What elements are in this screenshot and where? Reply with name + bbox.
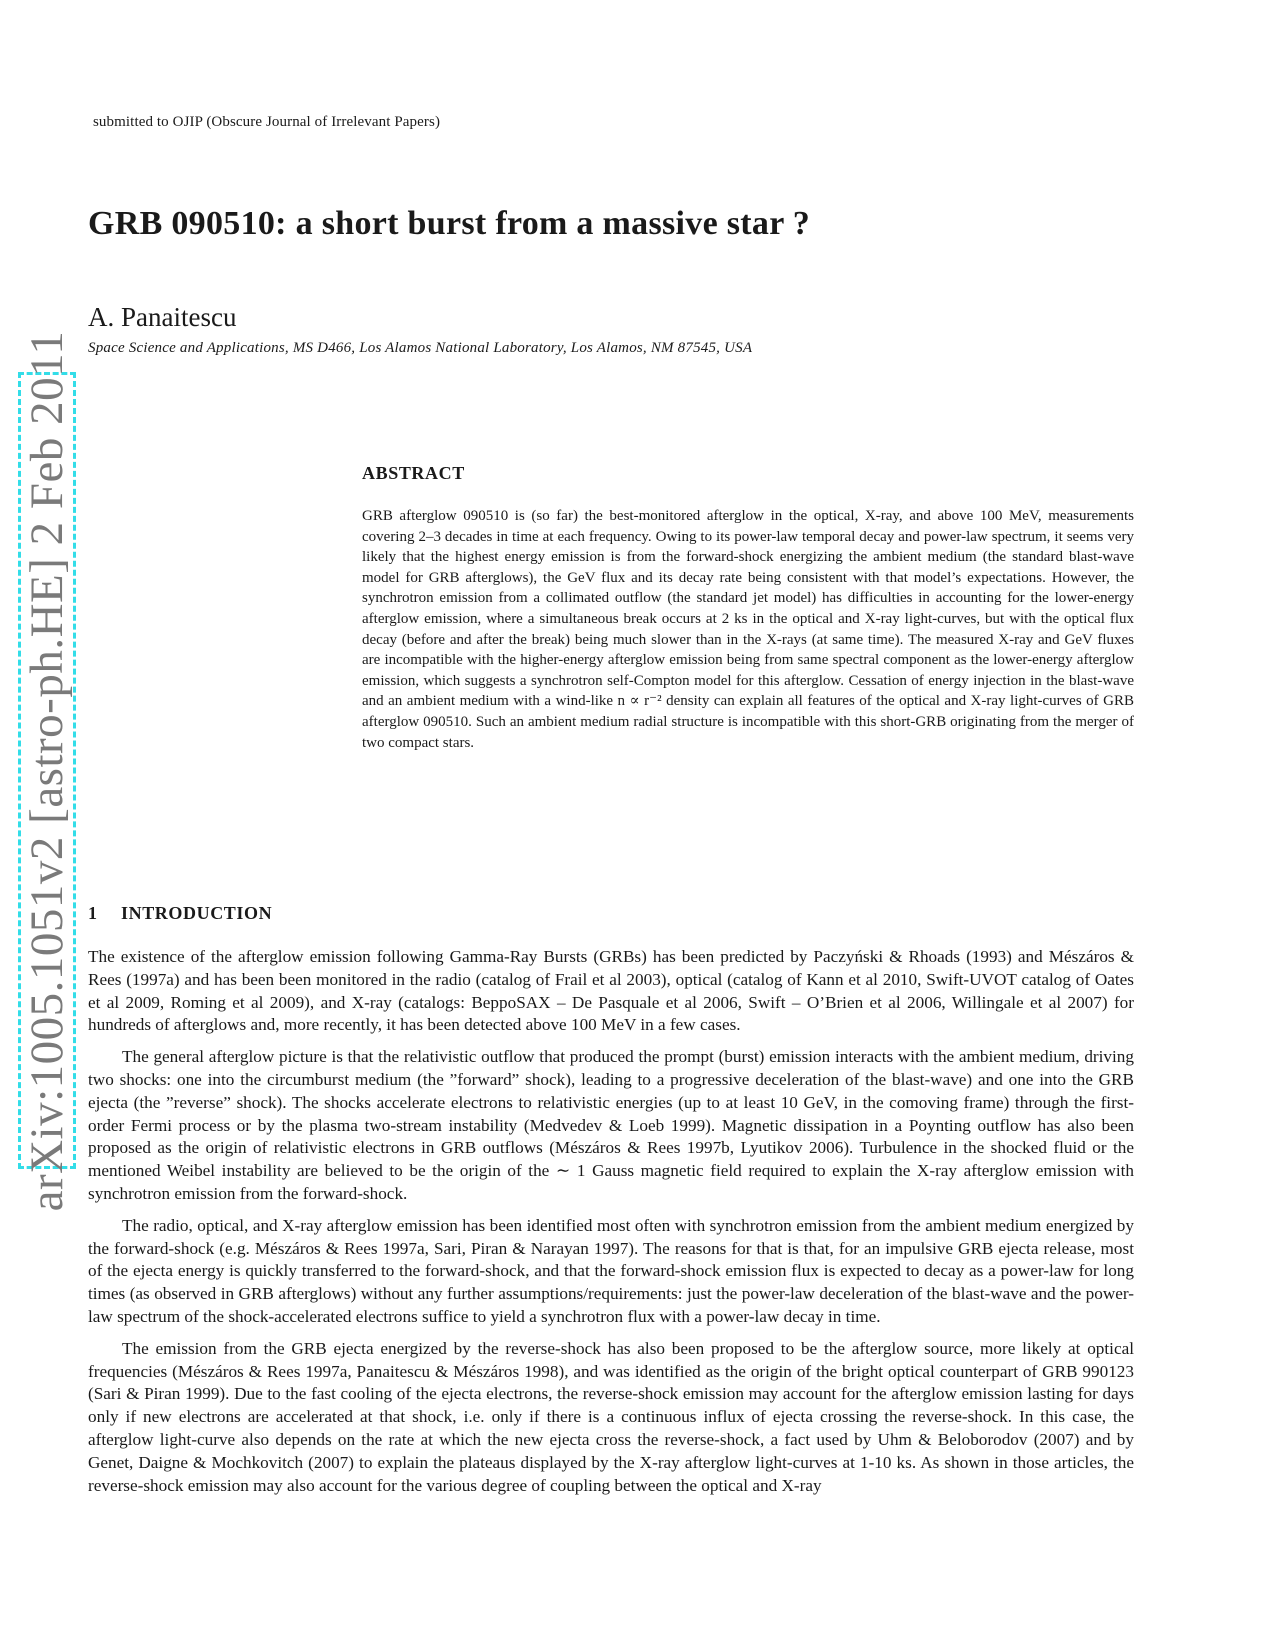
author-name: A. Panaitescu (88, 302, 237, 332)
abstract-text: GRB afterglow 090510 is (so far) the best-monitored afterglow in the optical, X-ray, and above 100 MeV, measurements covering 2–3 decades in time at each frequency. Owing to its power-law temporal decay and power-law spectrum, it seems very likely that the highest energy emission is from the forward-shock energizing the ambient medium (the standard blast-wave model for GRB afterglows), the GeV flux and its decay rate being consistent with that model’s expectations. However, the synchrotron emission from a collimated outflow (the standard jet model) has difficulties in accounting for the lower-energy afterglow emission, where a simultaneous break occurs at 2 ks in the optical and X-ray light-curves, but with the optical flux decay (before and after the break) being much slower than in the X-rays (at same time). The measured X-ray and GeV fluxes are incompatible with the higher-energy afterglow emission being from same spectral component as the lower-energy afterglow emission, which suggests a synchrotron self-Compton model for this afterglow. Cessation of energy injection in the blast-wave and an ambient medium with a wind-like n ∝ r⁻² density can explain all features of the optical and X-ray light-curves of GRB afterglow 090510. Such an ambient medium radial structure is incompatible with this short-GRB originating from the merger of two compact stars. (362, 508, 1134, 751)
abstract-heading: ABSTRACT (362, 463, 465, 483)
section-number: 1 (88, 903, 98, 923)
author-affiliation: Space Science and Applications, MS D466, Los Alamos National Laboratory, Los Alamos, NM 87545, USA (88, 340, 753, 356)
body-paragraph: The general afterglow picture is that the relativistic outflow that produced the prompt (burst) emission interacts with the ambient medium, driving two shocks: one into the circumburst medium (the ”forward” shock), leading to a progressive deceleration of the blast-wave) and one into the GRB ejecta (the ”reverse” shock). The shocks accelerate electrons to relativistic energies (up to at least 10 GeV, in the comoving frame) through the first-order Fermi process or by the plasma two-stream instability (Medvedev & Loeb 1999). Magnetic dissipation in a Poynting outflow has also been proposed as the origin of relativistic electrons in GRB outflows (Mészáros & Rees 1997b, Lyutikov 2006). Turbulence in the shocked fluid or the mentioned Weibel instability are believed to be the origin of the ∼ 1 Gauss magnetic field required to explain the X-ray afterglow emission with synchrotron emission from the forward-shock. (88, 1047, 1134, 1203)
body-paragraph: The radio, optical, and X-ray afterglow emission has been identified most often with synchrotron emission from the ambient medium energized by the forward-shock (e.g. Mészáros & Rees 1997a, Sari, Piran & Narayan 1997). The reasons for that is that, for an impulsive GRB ejecta release, most of the ejecta energy is quickly transferred to the forward-shock, and that the forward-shock emission flux is expected to decay as a power-law for long times (as observed in GRB afterglows) without any further assumptions/requirements: just the power-law deceleration of the blast-wave and the power-law spectrum of the shock-accelerated electrons suffice to yield a synchrotron flux with a power-law decay in time. (88, 1215, 1134, 1326)
submission-note: submitted to OJIP (Obscure Journal of Irrelevant Papers) (93, 114, 441, 130)
paper-title: GRB 090510: a short burst from a massive star ? (88, 205, 811, 242)
arxiv-identifier[interactable]: arXiv:1005.1051v2 [astro-ph.HE] 2 Feb 2011 (21, 330, 73, 1212)
section-heading (88, 903, 272, 924)
body-paragraph: The emission from the GRB ejecta energized by the reverse-shock has also been proposed to be the afterglow source, more likely at optical frequencies (Mészáros & Rees 1997a, Panaitescu & Mészáros 1998), and was identified as the origin of the bright optical counterpart of GRB 990123 (Sari & Piran 1999). Due to the fast cooling of the ejecta electrons, the reverse-shock emission may account for the afterglow emission lasting for days only if new electrons are accelerated at that shock, i.e. only if there is a continuous influx of ejecta crossing the reverse-shock. In this case, the afterglow light-curve also depends on the rate at which the new ejecta cross the reverse-shock, a fact used by Uhm & Beloborodov (2007) and by Genet, Daigne & Mochkovitch (2007) to explain the plateaus displayed by the X-ray afterglow light-curves at 1-10 ks. As shown in those articles, the reverse-shock emission may also account for the various degree of coupling between the optical and X-ray (88, 1338, 1134, 1495)
body-paragraph: The existence of the afterglow emission following Gamma-Ray Bursts (GRBs) has been predicted by Paczyński & Rhoads (1993) and Mészáros & Rees (1997a) and has been been monitored in the radio (catalog of Frail et al 2003), optical (catalog of Kann et al 2010, Swift-UVOT catalog of Oates et al 2009, Roming et al 2009), and X-ray (catalogs: BeppoSAX – De Pasquale et al 2006, Swift – O’Brien et al 2006, Willingale et al 2007) for hundreds of afterglows and, more recently, it has been detected above 100 MeV in a few cases. (88, 947, 1134, 1035)
section-body (88, 946, 1134, 1506)
section-title: INTRODUCTION (121, 903, 273, 923)
